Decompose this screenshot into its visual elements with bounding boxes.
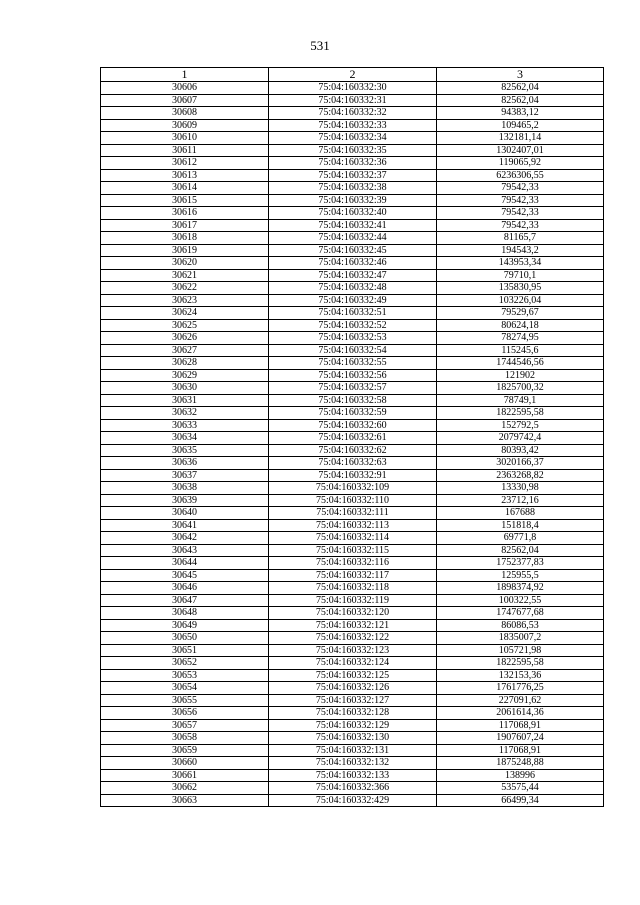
- cadastral-value-table: [100, 67, 604, 807]
- cadastral-number-cell: 75:04:160332:130: [269, 732, 437, 745]
- row-number-cell: 30635: [101, 444, 269, 457]
- row-number-cell: 30628: [101, 357, 269, 370]
- row-number-cell: 30639: [101, 494, 269, 507]
- table-row: [101, 319, 604, 332]
- cadastral-value-cell: 82562,04: [437, 544, 604, 557]
- row-number-cell: 30611: [101, 144, 269, 157]
- cadastral-number-cell: 75:04:160332:121: [269, 619, 437, 632]
- cadastral-value-cell: 1907607,24: [437, 732, 604, 745]
- cadastral-number-cell: 75:04:160332:119: [269, 594, 437, 607]
- table-row: [101, 307, 604, 320]
- table-row: [101, 94, 604, 107]
- row-number-cell: 30662: [101, 782, 269, 795]
- row-number-cell: 30614: [101, 182, 269, 195]
- cadastral-value-cell: 117068,91: [437, 744, 604, 757]
- table-row: [101, 507, 604, 520]
- table-row: [101, 344, 604, 357]
- cadastral-number-cell: 75:04:160332:55: [269, 357, 437, 370]
- cadastral-value-cell: 1744546,56: [437, 357, 604, 370]
- cadastral-number-cell: 75:04:160332:126: [269, 682, 437, 695]
- table-row: [101, 444, 604, 457]
- row-number-cell: 30627: [101, 344, 269, 357]
- table-row: [101, 607, 604, 620]
- table-row: [101, 644, 604, 657]
- row-number-cell: 30649: [101, 619, 269, 632]
- row-number-cell: 30663: [101, 794, 269, 807]
- cadastral-value-cell: 79529,67: [437, 307, 604, 320]
- table-row: [101, 219, 604, 232]
- cadastral-number-cell: 75:04:160332:114: [269, 532, 437, 545]
- table-row: [101, 482, 604, 495]
- cadastral-value-cell: 105721,98: [437, 644, 604, 657]
- row-number-cell: 30655: [101, 694, 269, 707]
- row-number-cell: 30638: [101, 482, 269, 495]
- cadastral-value-cell: 79542,33: [437, 194, 604, 207]
- row-number-cell: 30648: [101, 607, 269, 620]
- row-number-cell: 30621: [101, 269, 269, 282]
- row-number-cell: 30660: [101, 757, 269, 770]
- table-row: [101, 407, 604, 420]
- cadastral-number-cell: 75:04:160332:60: [269, 419, 437, 432]
- cadastral-number-cell: 75:04:160332:31: [269, 94, 437, 107]
- cadastral-value-cell: 79542,33: [437, 182, 604, 195]
- cadastral-value-cell: 1761776,25: [437, 682, 604, 695]
- cadastral-value-cell: 1822595,58: [437, 407, 604, 420]
- row-number-cell: 30632: [101, 407, 269, 420]
- table-row: [101, 519, 604, 532]
- row-number-cell: 30634: [101, 432, 269, 445]
- cadastral-number-cell: 75:04:160332:46: [269, 257, 437, 270]
- cadastral-value-cell: 151818,4: [437, 519, 604, 532]
- table-row: [101, 244, 604, 257]
- cadastral-value-cell: 79542,33: [437, 207, 604, 220]
- cadastral-number-cell: 75:04:160332:34: [269, 132, 437, 145]
- table-row: [101, 107, 604, 120]
- cadastral-value-cell: 6236306,55: [437, 169, 604, 182]
- table-row: [101, 657, 604, 670]
- row-number-cell: 30651: [101, 644, 269, 657]
- cadastral-number-cell: 75:04:160332:47: [269, 269, 437, 282]
- row-number-cell: 30637: [101, 469, 269, 482]
- cadastral-number-cell: 75:04:160332:124: [269, 657, 437, 670]
- row-number-cell: 30607: [101, 94, 269, 107]
- row-number-cell: 30622: [101, 282, 269, 295]
- cadastral-number-cell: 75:04:160332:116: [269, 557, 437, 570]
- cadastral-number-cell: 75:04:160332:113: [269, 519, 437, 532]
- row-number-cell: 30644: [101, 557, 269, 570]
- row-number-cell: 30661: [101, 769, 269, 782]
- cadastral-value-cell: 167688: [437, 507, 604, 520]
- cadastral-value-cell: 138996: [437, 769, 604, 782]
- table-row: [101, 682, 604, 695]
- row-number-cell: 30625: [101, 319, 269, 332]
- table-row: [101, 582, 604, 595]
- table-row: [101, 594, 604, 607]
- row-number-cell: 30630: [101, 382, 269, 395]
- cadastral-number-cell: 75:04:160332:33: [269, 119, 437, 132]
- cadastral-number-cell: 75:04:160332:36: [269, 157, 437, 170]
- cadastral-value-cell: 86086,53: [437, 619, 604, 632]
- cadastral-number-cell: 75:04:160332:128: [269, 707, 437, 720]
- cadastral-value-cell: 1747677,68: [437, 607, 604, 620]
- table-body: [101, 82, 604, 807]
- table-row: [101, 194, 604, 207]
- cadastral-number-cell: 75:04:160332:111: [269, 507, 437, 520]
- cadastral-value-cell: 194543,2: [437, 244, 604, 257]
- table-row: [101, 294, 604, 307]
- table-row: [101, 557, 604, 570]
- cadastral-number-cell: 75:04:160332:35: [269, 144, 437, 157]
- cadastral-number-cell: 75:04:160332:56: [269, 369, 437, 382]
- table-header-row: [101, 68, 604, 82]
- cadastral-number-cell: 75:04:160332:52: [269, 319, 437, 332]
- column-header-2: 2: [269, 68, 437, 82]
- page-number: 531: [310, 38, 330, 53]
- table-row: [101, 269, 604, 282]
- cadastral-number-cell: 75:04:160332:51: [269, 307, 437, 320]
- row-number-cell: 30652: [101, 657, 269, 670]
- row-number-cell: 30653: [101, 669, 269, 682]
- table-row: [101, 719, 604, 732]
- cadastral-value-cell: 78274,95: [437, 332, 604, 345]
- cadastral-number-cell: 75:04:160332:37: [269, 169, 437, 182]
- table-row: [101, 182, 604, 195]
- row-number-cell: 30609: [101, 119, 269, 132]
- cadastral-value-cell: 121902: [437, 369, 604, 382]
- row-number-cell: 30626: [101, 332, 269, 345]
- row-number-cell: 30657: [101, 719, 269, 732]
- cadastral-number-cell: 75:04:160332:133: [269, 769, 437, 782]
- row-number-cell: 30643: [101, 544, 269, 557]
- cadastral-number-cell: 75:04:160332:120: [269, 607, 437, 620]
- row-number-cell: 30631: [101, 394, 269, 407]
- table-row: [101, 394, 604, 407]
- cadastral-value-cell: 227091,62: [437, 694, 604, 707]
- cadastral-value-cell: 1752377,83: [437, 557, 604, 570]
- table-row: [101, 532, 604, 545]
- cadastral-value-cell: 2363268,82: [437, 469, 604, 482]
- cadastral-value-cell: 1835007,2: [437, 632, 604, 645]
- cadastral-number-cell: 75:04:160332:48: [269, 282, 437, 295]
- table-row: [101, 419, 604, 432]
- table-row: [101, 569, 604, 582]
- table-row: [101, 707, 604, 720]
- cadastral-number-cell: 75:04:160332:32: [269, 107, 437, 120]
- cadastral-number-cell: 75:04:160332:63: [269, 457, 437, 470]
- row-number-cell: 30633: [101, 419, 269, 432]
- row-number-cell: 30623: [101, 294, 269, 307]
- column-header-3: 3: [437, 68, 604, 82]
- cadastral-value-cell: 117068,91: [437, 719, 604, 732]
- cadastral-value-cell: 1875248,88: [437, 757, 604, 770]
- cadastral-value-cell: 1822595,58: [437, 657, 604, 670]
- row-number-cell: 30624: [101, 307, 269, 320]
- cadastral-value-cell: 103226,04: [437, 294, 604, 307]
- row-number-cell: 30641: [101, 519, 269, 532]
- row-number-cell: 30619: [101, 244, 269, 257]
- cadastral-number-cell: 75:04:160332:125: [269, 669, 437, 682]
- table-row: [101, 744, 604, 757]
- cadastral-value-cell: 132181,14: [437, 132, 604, 145]
- cadastral-number-cell: 75:04:160332:61: [269, 432, 437, 445]
- table-row: [101, 357, 604, 370]
- cadastral-number-cell: 75:04:160332:115: [269, 544, 437, 557]
- row-number-cell: 30654: [101, 682, 269, 695]
- cadastral-number-cell: 75:04:160332:91: [269, 469, 437, 482]
- row-number-cell: 30650: [101, 632, 269, 645]
- cadastral-value-cell: 135830,95: [437, 282, 604, 295]
- row-number-cell: 30629: [101, 369, 269, 382]
- cadastral-value-cell: 81165,7: [437, 232, 604, 245]
- cadastral-value-cell: 109465,2: [437, 119, 604, 132]
- table-row: [101, 757, 604, 770]
- cadastral-value-cell: 1825700,32: [437, 382, 604, 395]
- cadastral-number-cell: 75:04:160332:123: [269, 644, 437, 657]
- row-number-cell: 30646: [101, 582, 269, 595]
- row-number-cell: 30636: [101, 457, 269, 470]
- cadastral-number-cell: 75:04:160332:366: [269, 782, 437, 795]
- cadastral-value-cell: 23712,16: [437, 494, 604, 507]
- cadastral-value-cell: 3020166,37: [437, 457, 604, 470]
- cadastral-value-cell: 1302407,01: [437, 144, 604, 157]
- cadastral-value-cell: 80624,18: [437, 319, 604, 332]
- cadastral-number-cell: 75:04:160332:62: [269, 444, 437, 457]
- cadastral-number-cell: 75:04:160332:38: [269, 182, 437, 195]
- cadastral-value-cell: 78749,1: [437, 394, 604, 407]
- table-row: [101, 157, 604, 170]
- table-row: [101, 494, 604, 507]
- table-row: [101, 782, 604, 795]
- table-row: [101, 732, 604, 745]
- row-number-cell: 30615: [101, 194, 269, 207]
- row-number-cell: 30647: [101, 594, 269, 607]
- cadastral-number-cell: 75:04:160332:58: [269, 394, 437, 407]
- cadastral-number-cell: 75:04:160332:122: [269, 632, 437, 645]
- cadastral-value-cell: 2061614,36: [437, 707, 604, 720]
- cadastral-number-cell: 75:04:160332:54: [269, 344, 437, 357]
- cadastral-number-cell: 75:04:160332:39: [269, 194, 437, 207]
- cadastral-value-cell: 69771,8: [437, 532, 604, 545]
- table-row: [101, 144, 604, 157]
- table-row: [101, 282, 604, 295]
- table-row: [101, 669, 604, 682]
- cadastral-number-cell: 75:04:160332:53: [269, 332, 437, 345]
- cadastral-number-cell: 75:04:160332:129: [269, 719, 437, 732]
- cadastral-number-cell: 75:04:160332:30: [269, 82, 437, 95]
- row-number-cell: 30618: [101, 232, 269, 245]
- table-row: [101, 382, 604, 395]
- cadastral-value-cell: 80393,42: [437, 444, 604, 457]
- table-row: [101, 694, 604, 707]
- table-row: [101, 369, 604, 382]
- row-number-cell: 30645: [101, 569, 269, 582]
- table-row: [101, 632, 604, 645]
- table-row: [101, 257, 604, 270]
- table-row: [101, 169, 604, 182]
- cadastral-number-cell: 75:04:160332:127: [269, 694, 437, 707]
- cadastral-value-cell: 82562,04: [437, 94, 604, 107]
- cadastral-number-cell: 75:04:160332:117: [269, 569, 437, 582]
- row-number-cell: 30620: [101, 257, 269, 270]
- cadastral-value-cell: 132153,36: [437, 669, 604, 682]
- cadastral-number-cell: 75:04:160332:45: [269, 244, 437, 257]
- row-number-cell: 30656: [101, 707, 269, 720]
- cadastral-number-cell: 75:04:160332:118: [269, 582, 437, 595]
- table-row: [101, 432, 604, 445]
- table-row: [101, 469, 604, 482]
- cadastral-value-cell: 94383,12: [437, 107, 604, 120]
- table-row: [101, 619, 604, 632]
- cadastral-value-cell: 1898374,92: [437, 582, 604, 595]
- cadastral-value-cell: 53575,44: [437, 782, 604, 795]
- cadastral-value-cell: 125955,5: [437, 569, 604, 582]
- table-row: [101, 544, 604, 557]
- row-number-cell: 30642: [101, 532, 269, 545]
- table-row: [101, 769, 604, 782]
- table-row: [101, 794, 604, 807]
- row-number-cell: 30610: [101, 132, 269, 145]
- cadastral-number-cell: 75:04:160332:41: [269, 219, 437, 232]
- row-number-cell: 30640: [101, 507, 269, 520]
- cadastral-value-cell: 79710,1: [437, 269, 604, 282]
- cadastral-number-cell: 75:04:160332:57: [269, 382, 437, 395]
- cadastral-value-cell: 13330,98: [437, 482, 604, 495]
- column-header-1: 1: [101, 68, 269, 82]
- table-row: [101, 232, 604, 245]
- table-row: [101, 119, 604, 132]
- cadastral-value-cell: 119065,92: [437, 157, 604, 170]
- row-number-cell: 30617: [101, 219, 269, 232]
- cadastral-value-cell: 82562,04: [437, 82, 604, 95]
- cadastral-number-cell: 75:04:160332:59: [269, 407, 437, 420]
- cadastral-value-cell: 152792,5: [437, 419, 604, 432]
- row-number-cell: 30613: [101, 169, 269, 182]
- row-number-cell: 30612: [101, 157, 269, 170]
- cadastral-number-cell: 75:04:160332:110: [269, 494, 437, 507]
- cadastral-value-cell: 100322,55: [437, 594, 604, 607]
- row-number-cell: 30616: [101, 207, 269, 220]
- table-row: [101, 132, 604, 145]
- table-row: [101, 207, 604, 220]
- row-number-cell: 30659: [101, 744, 269, 757]
- cadastral-number-cell: 75:04:160332:40: [269, 207, 437, 220]
- cadastral-value-cell: 66499,34: [437, 794, 604, 807]
- cadastral-value-cell: 115245,6: [437, 344, 604, 357]
- table-row: [101, 457, 604, 470]
- row-number-cell: 30608: [101, 107, 269, 120]
- cadastral-number-cell: 75:04:160332:49: [269, 294, 437, 307]
- cadastral-number-cell: 75:04:160332:429: [269, 794, 437, 807]
- row-number-cell: 30606: [101, 82, 269, 95]
- cadastral-value-cell: 2079742,4: [437, 432, 604, 445]
- cadastral-number-cell: 75:04:160332:131: [269, 744, 437, 757]
- cadastral-number-cell: 75:04:160332:132: [269, 757, 437, 770]
- cadastral-value-cell: 143953,34: [437, 257, 604, 270]
- cadastral-value-cell: 79542,33: [437, 219, 604, 232]
- cadastral-number-cell: 75:04:160332:109: [269, 482, 437, 495]
- cadastral-number-cell: 75:04:160332:44: [269, 232, 437, 245]
- table-row: [101, 332, 604, 345]
- table-row: [101, 82, 604, 95]
- row-number-cell: 30658: [101, 732, 269, 745]
